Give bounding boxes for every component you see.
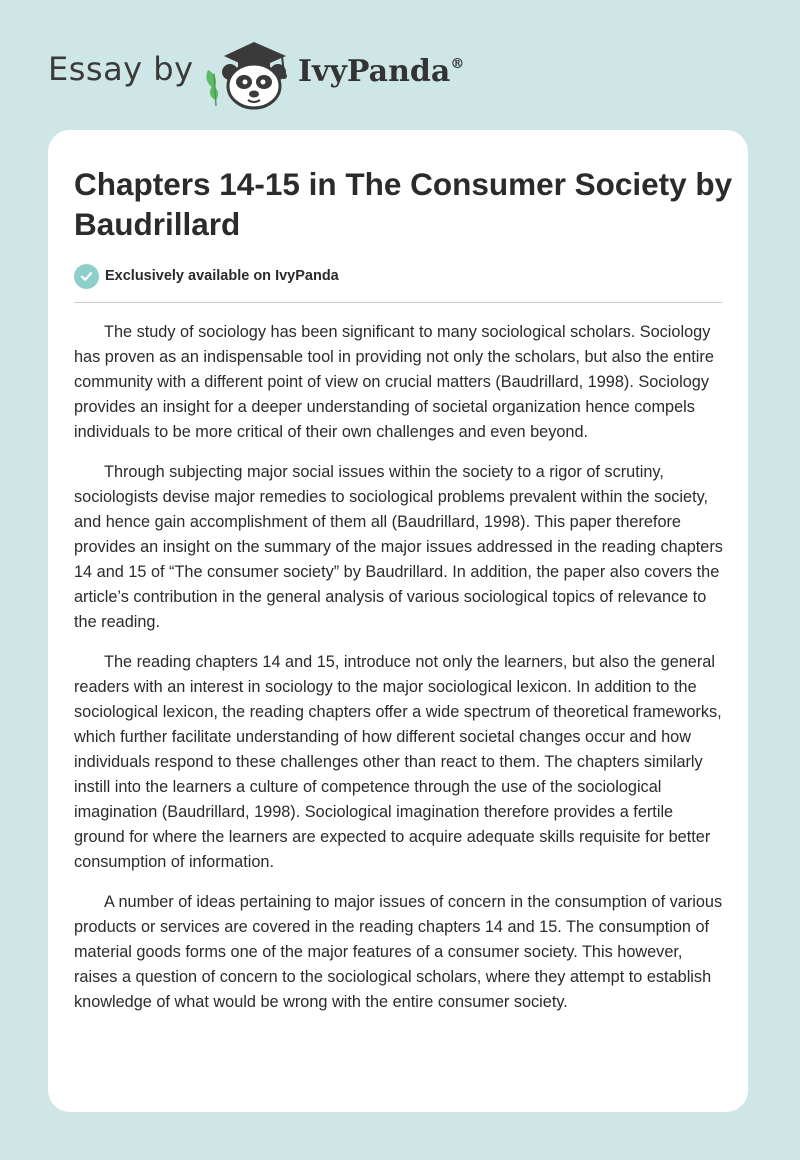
brand-name[interactable]: IvyPanda® (298, 54, 465, 89)
check-circle-icon (74, 264, 99, 289)
paragraph-1: The study of sociology has been significant to many sociological scholars. Sociology has proven as an indispensable tool in providing not only the scholars, but also the entire community with a different point of view on crucial matters (Baudrillard, 1998). Sociology provides an insight for a deeper understanding of societal organization hence compels individuals to be more critical of their own challenges and even beyond. (74, 323, 714, 441)
essay-card (48, 130, 748, 1112)
paragraph-2: Through subjecting major social issues within the society to a rigor of scrutiny, sociologists devise major remedies to sociological problems prevalent within the society, and hence gain accomplishment of them all (Baudrillard, 1998). This paper therefore provides an insight on the summary of the major issues addressed in the reading chapters 14 and 15 of “The consumer society” by Baudrillard. In addition, the paper also covers the article’s contribution in the general analysis of various sociological topics of relevance to the reading. (74, 463, 723, 631)
registered-mark: ® (450, 56, 465, 72)
exclusive-badge (74, 263, 339, 289)
divider (74, 302, 722, 303)
paragraph-3: The reading chapters 14 and 15, introduce not only the learners, but also the general readers with an interest in sociology to the major sociological lexicon. In addition to the sociological lexicon, the reading chapters offer a wide spectrum of theoretical frameworks, which further facilitate understanding of how different societal changes occur and how individuals respond to these challenges other than react to them. The chapters similarly instill into the learners a culture of competence through the use of the sociological imagination (Baudrillard, 1998). Sociological imagination therefore provides a fertile ground for where the learners are expected to acquire adequate skills requisite for better consumption of information. (74, 653, 722, 871)
page-title: Chapters 14-15 in The Consumer Society by Baudrillard (74, 166, 733, 242)
paragraph-4: A number of ideas pertaining to major issues of concern in the consumption of various products or services are covered in the reading chapters 14 and 15. The consumption of material goods forms one of the major features of a consumer society. This however, raises a question of concern to the sociological scholars, where they attempt to establish knowledge of what would be wrong with the entire consumer society. (74, 893, 723, 1011)
article-body (74, 320, 724, 1030)
panda-graduate-icon (202, 34, 294, 110)
ivy-leaf-icon (206, 70, 218, 106)
essay-by-label: Essay by (48, 50, 194, 88)
exclusive-label: Exclusively available on IvyPanda (105, 268, 339, 284)
site-header (48, 34, 508, 110)
